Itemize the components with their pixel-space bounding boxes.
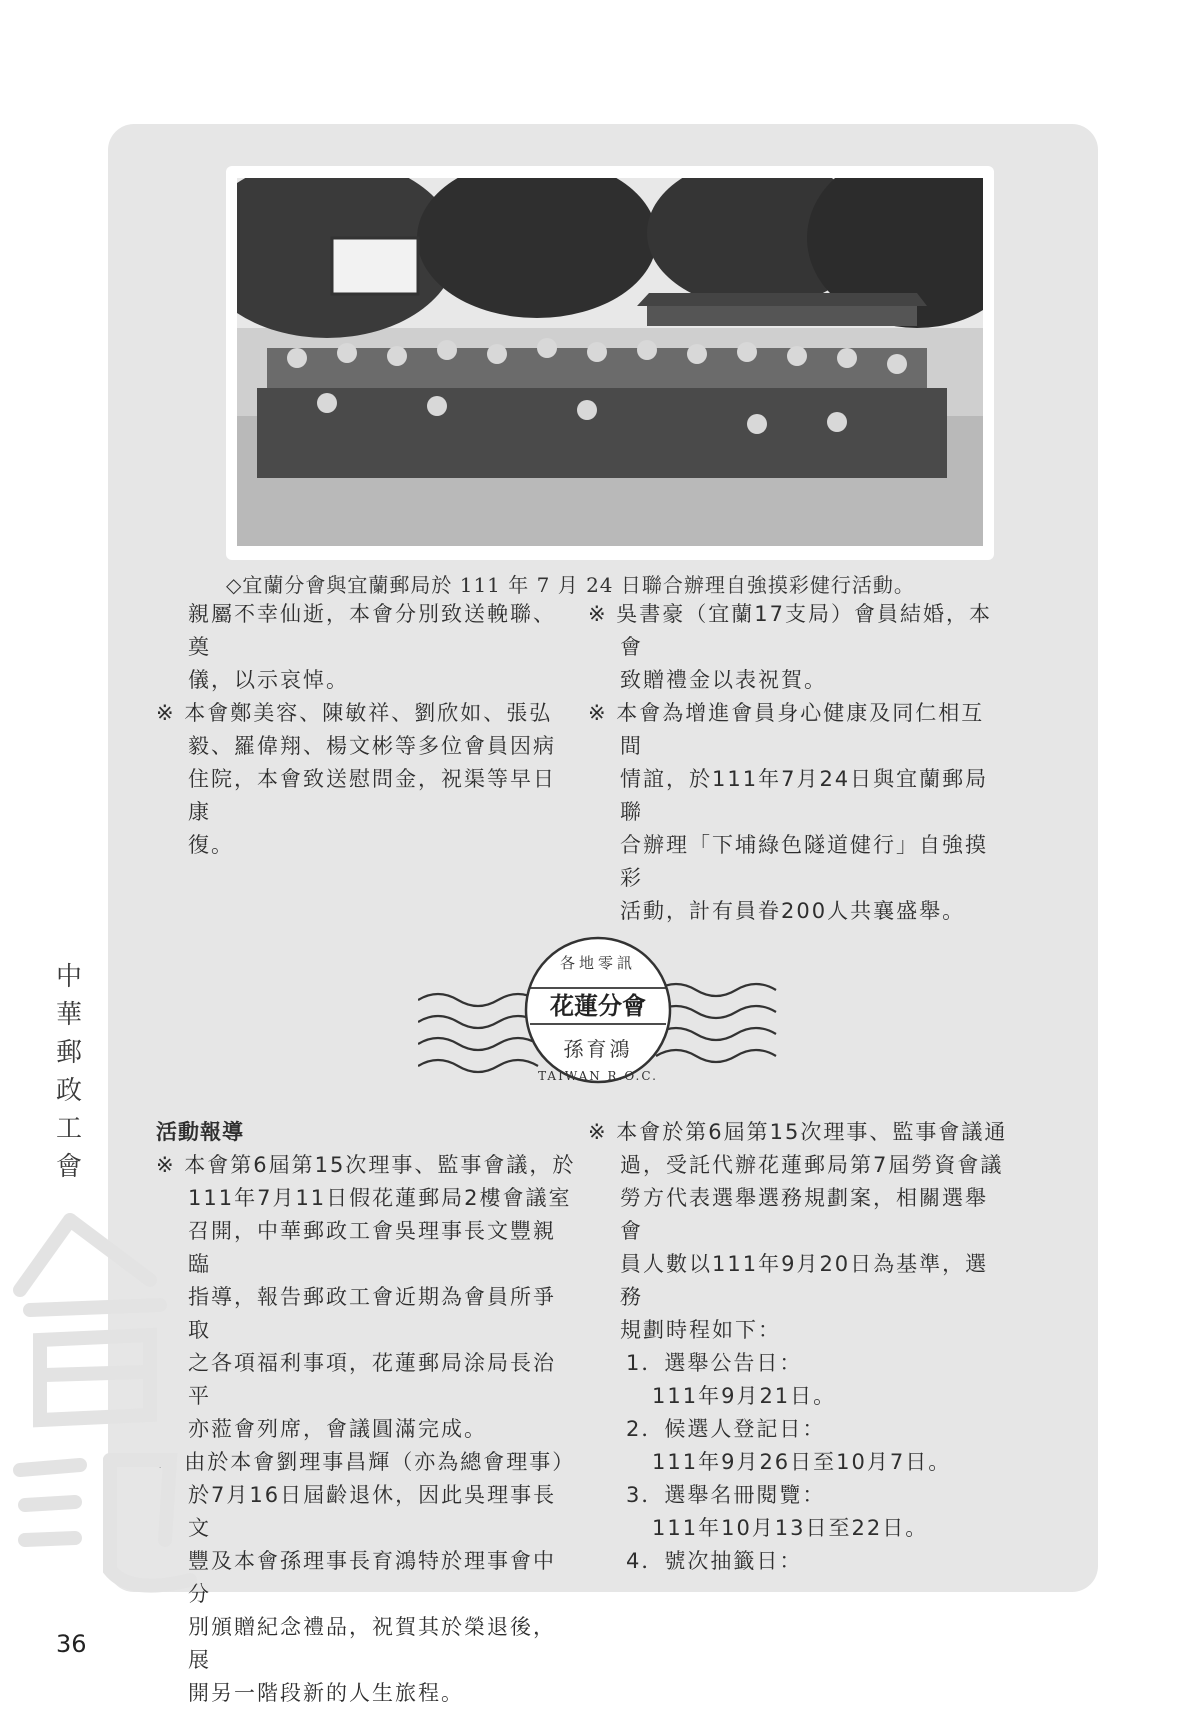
text-line: 合辦理「下埔綠色隧道健行」自強摸彩 [620,833,988,890]
text-line: 111年7月11日假花蓮郵局2樓會議室 [188,1186,572,1210]
stamp-top-text: 各地零訊 [559,954,637,972]
stamp-title: 花蓮分會 [550,992,646,1020]
text-line: 復。 [188,833,234,857]
text-line: 規劃時程如下： [620,1318,781,1342]
title-char: 郵 [55,1038,82,1068]
text-line: 於7月16日屆齡退休，因此吳理事長文 [188,1483,557,1540]
photo-frame [226,166,994,560]
title-char: 工 [55,1114,82,1144]
text-line: 活動，計有員眷200人共襄盛舉。 [620,899,966,923]
text-line: 過，受託代辦花蓮郵局第7屆勞資會議 [620,1153,1004,1177]
text-line: 員人數以111年9月20日為基準，選務 [620,1252,989,1309]
vertical-publication-title [54,958,84,1186]
watermark-calligraphy [0,1210,200,1610]
text-line: ※ 吳書豪（宜蘭17支局）會員結婚，本會 [588,602,992,659]
title-char: 會 [55,1152,82,1182]
schedule-label: 3．選舉名冊閱覽： [626,1483,826,1507]
schedule-label: 1．選舉公告日： [626,1351,803,1375]
text-line: ※ 由於本會劉理事昌輝（亦為總會理事） [156,1450,576,1474]
photo-caption: ◇宜蘭分會與宜蘭郵局於 111 年 7 月 24 日聯合辦理自強摸彩健行活動。 [226,573,915,597]
group-photo [237,178,983,546]
text-line: 致贈禮金以表祝賀。 [620,668,827,692]
title-char: 華 [55,1000,82,1030]
wave-lines-right [656,984,776,1062]
upper-left-column [156,598,566,862]
schedule-label: 4．號次抽籤日： [626,1549,803,1573]
text-line: ※ 本會為增進會員身心健康及同仁相互間 [588,701,985,758]
text-line: 之各項福利事項，花蓮郵局涂局長治平 [188,1351,556,1408]
text-line: ※ 本會於第6屆第15次理事、監事會議通 [588,1120,1008,1144]
lower-left-column [156,1116,576,1710]
schedule-value: 111年9月26日至10月7日。 [652,1450,952,1474]
text-line: ※ 本會鄭美容、陳敏祥、劉欣如、張弘 [156,701,553,725]
text-line: 豐及本會孫理事長育鴻特於理事會中分 [188,1549,556,1606]
stamp-author: 孫育鴻 [563,1037,633,1061]
text-line: 親屬不幸仙逝，本會分別致送輓聯、奠 [188,602,556,659]
text-line: 亦蒞會列席，會議圓滿完成。 [188,1417,487,1441]
text-line: 儀，以示哀悼。 [188,668,349,692]
text-line: 毅、羅偉翔、楊文彬等多位會員因病 [188,734,556,758]
text-line: 開另一階段新的人生旅程。 [188,1681,464,1705]
text-line: 召開，中華郵政工會吳理事長文豐親臨 [188,1219,556,1276]
title-char: 政 [55,1076,82,1106]
postmark-stamp [418,920,778,1100]
schedule-value: 111年9月21日。 [652,1384,837,1408]
text-line: 住院，本會致送慰問金，祝渠等早日康 [188,767,556,824]
upper-right-column [588,598,998,928]
text-line: ※ 本會第6屆第15次理事、監事會議，於 [156,1153,576,1177]
title-char: 中 [55,962,82,992]
schedule-value: 111年10月13日至22日。 [652,1516,929,1540]
wave-lines-left [418,994,538,1072]
lower-right-column [588,1116,1008,1578]
text-line: 指導，報告郵政工會近期為會員所爭取 [188,1285,556,1342]
section-heading: 活動報導 [156,1120,244,1144]
text-line: 情誼，於111年7月24日與宜蘭郵局聯 [620,767,989,824]
stamp-bottom-text: TAIWAN R.O.C. [538,1069,658,1083]
text-line: 別頒贈紀念禮品，祝賀其於榮退後，展 [188,1615,556,1672]
schedule-label: 2．候選人登記日： [626,1417,826,1441]
page-number: 36 [56,1630,87,1658]
text-line: 勞方代表選舉選務規劃案，相關選舉會 [620,1186,988,1243]
